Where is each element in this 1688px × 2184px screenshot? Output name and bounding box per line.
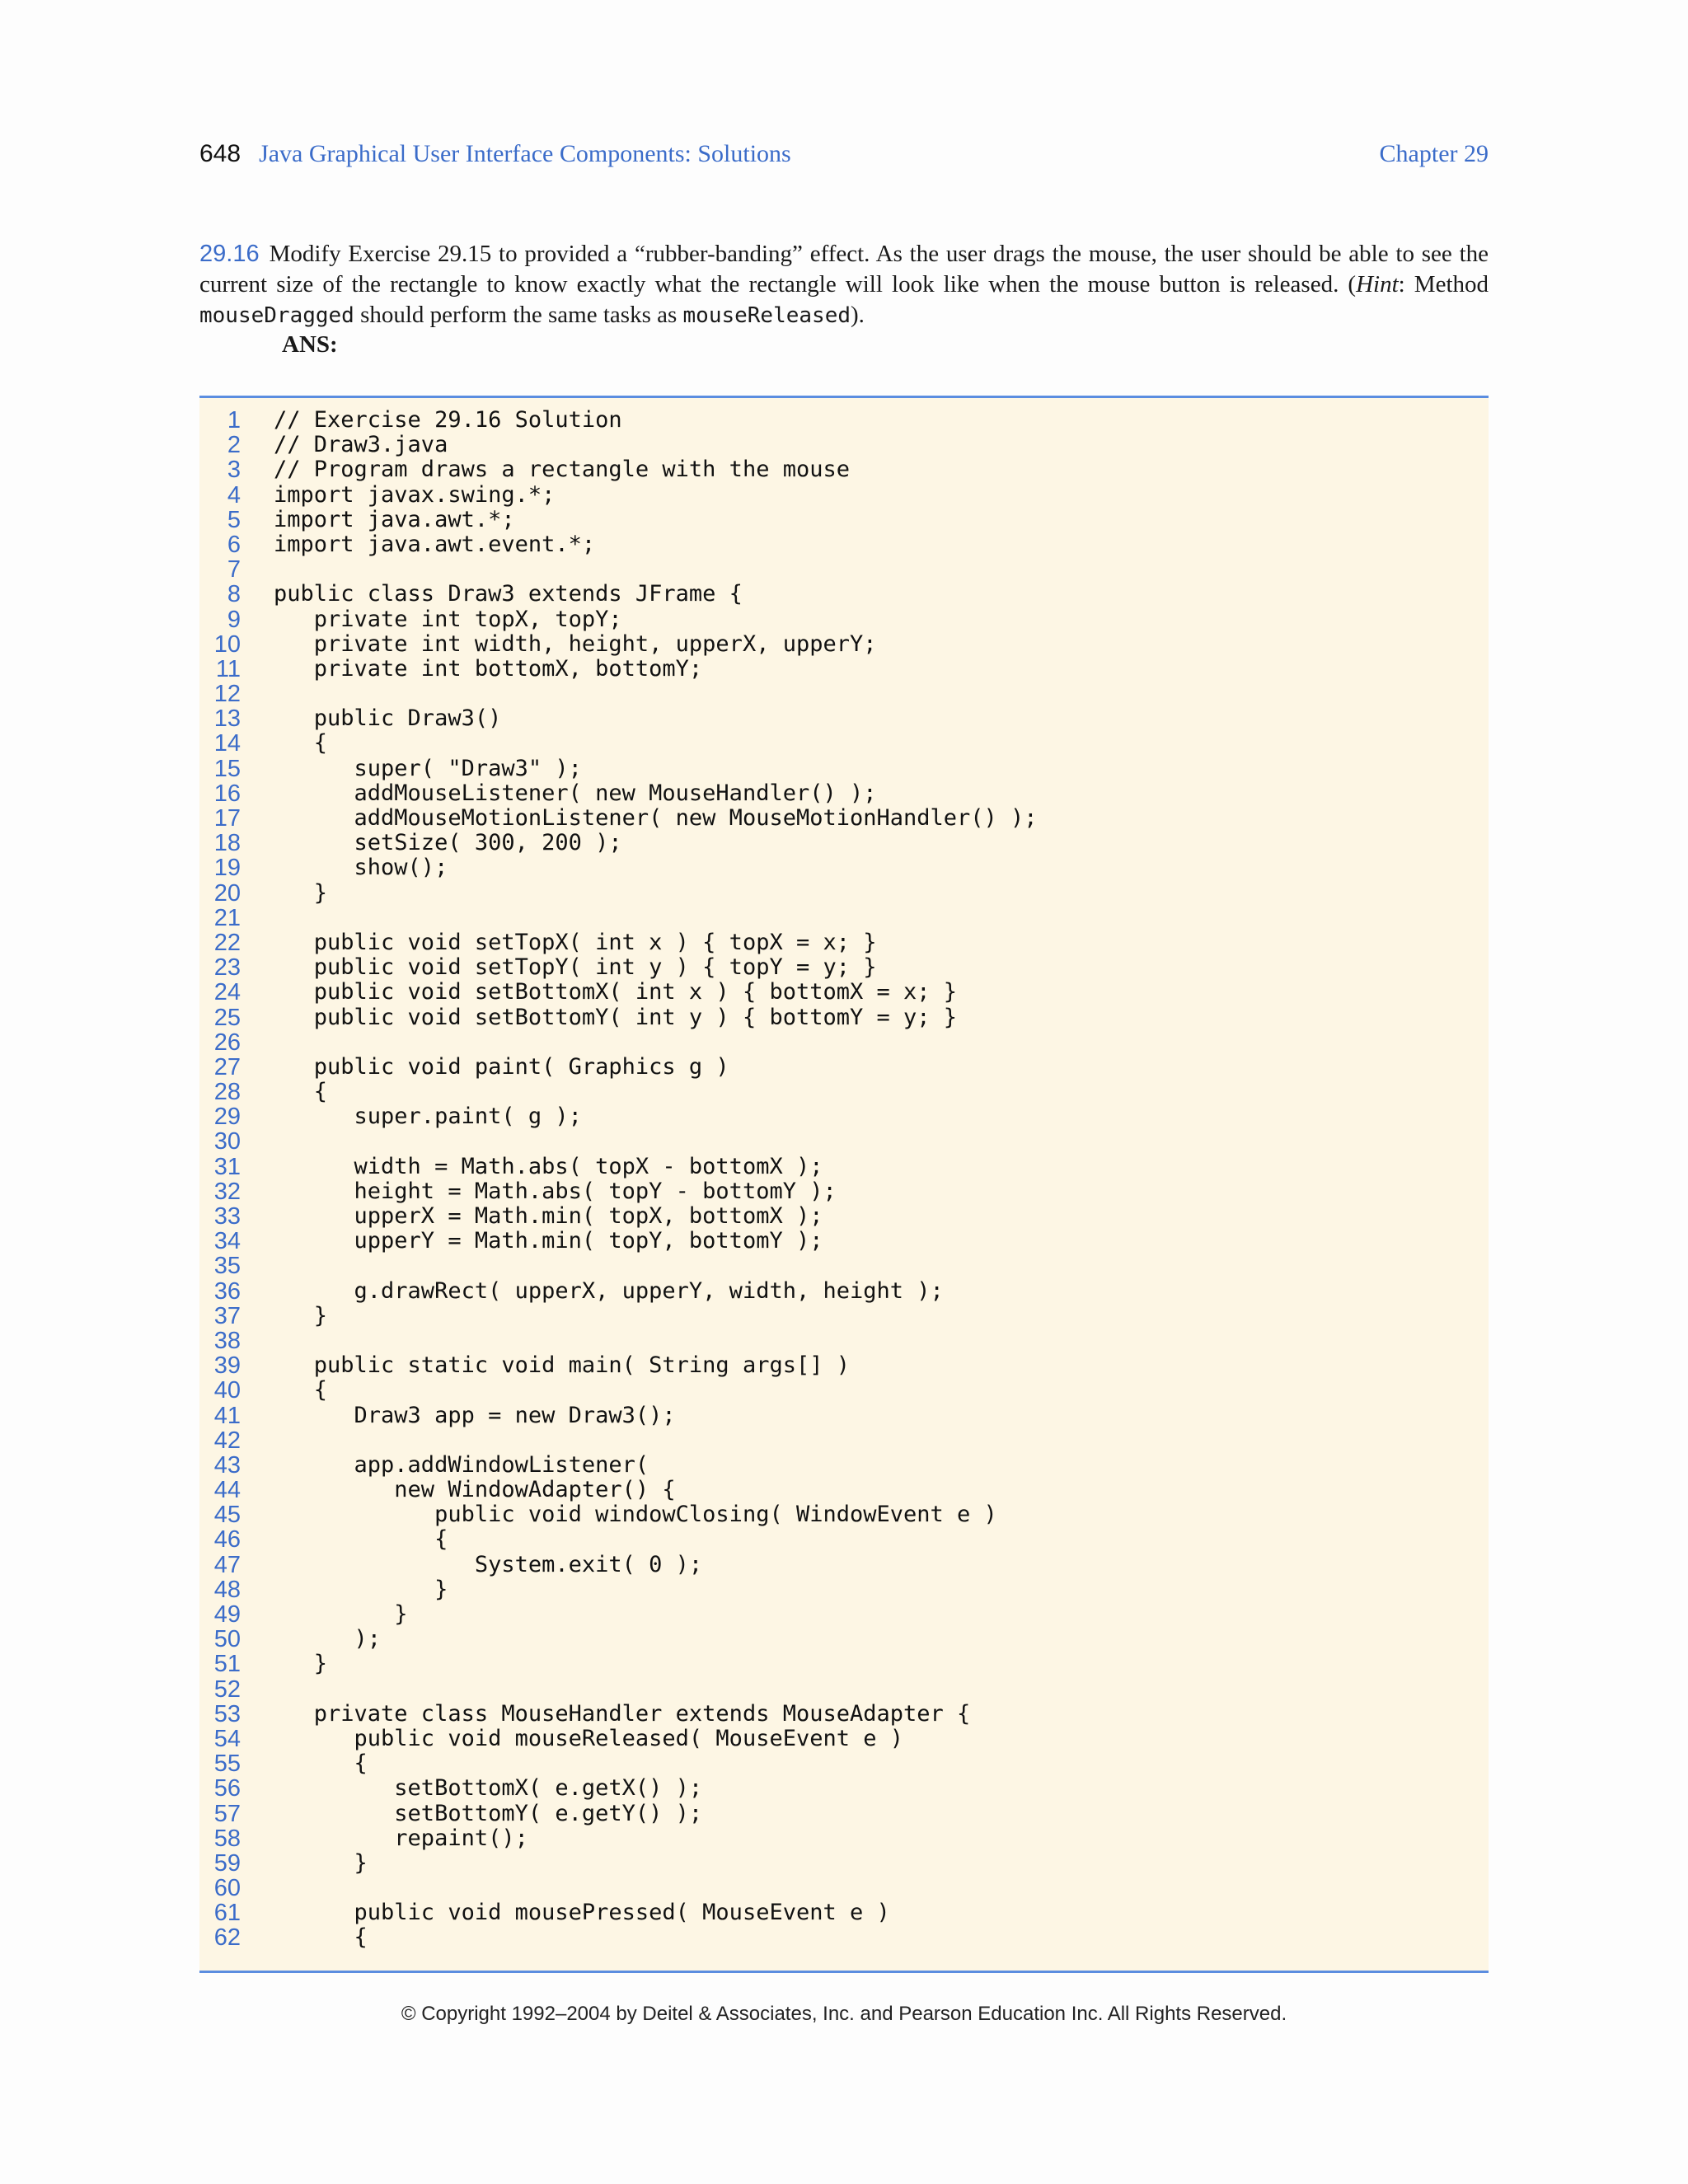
code-text: setSize( 300, 200 ); <box>274 830 622 856</box>
code-line <box>199 657 1489 682</box>
line-number: 46 <box>213 1526 241 1554</box>
code-line <box>199 1179 1489 1204</box>
code-text: private int topX, topY; <box>274 606 622 632</box>
code-text: { <box>274 1526 448 1553</box>
line-number: 53 <box>213 1700 241 1727</box>
code-line <box>199 408 1489 433</box>
code-text: ); <box>274 1626 382 1652</box>
code-line <box>199 1104 1489 1129</box>
code-line <box>199 582 1489 607</box>
code-line <box>199 1776 1489 1801</box>
line-number: 54 <box>213 1725 241 1752</box>
code-line <box>199 1602 1489 1627</box>
code-line <box>199 1751 1489 1776</box>
line-number: 32 <box>213 1178 241 1205</box>
line-number: 44 <box>213 1477 241 1504</box>
code-text: { <box>274 1079 328 1105</box>
line-number: 27 <box>213 1053 241 1080</box>
code-text: private int width, height, upperX, upperY; <box>274 630 877 657</box>
code-line <box>199 632 1489 657</box>
line-number: 59 <box>213 1849 241 1877</box>
code-text: app.addWindowListener( <box>274 1451 649 1478</box>
code-line <box>199 781 1489 806</box>
line-number: 52 <box>213 1675 241 1703</box>
code-line <box>199 1727 1489 1751</box>
code-line <box>199 433 1489 457</box>
line-number: 57 <box>213 1800 241 1827</box>
code-line <box>199 930 1489 955</box>
line-number: 13 <box>213 705 241 733</box>
line-number: 15 <box>213 755 241 782</box>
line-number: 11 <box>215 655 241 682</box>
line-number: 35 <box>213 1253 241 1280</box>
code-text: public void mouseReleased( MouseEvent e ) <box>274 1725 904 1751</box>
line-number: 10 <box>213 630 241 658</box>
exercise-text-part: : Method <box>1398 271 1489 298</box>
code-line <box>199 508 1489 532</box>
code-text: repaint(); <box>274 1825 528 1851</box>
code-text: setBottomY( e.getY() ); <box>274 1800 703 1826</box>
code-line <box>199 706 1489 731</box>
code-line <box>199 457 1489 482</box>
line-number: 1 <box>227 407 241 434</box>
line-number: 23 <box>213 954 241 982</box>
header-left <box>199 140 791 168</box>
line-number: 20 <box>213 879 241 907</box>
line-number: 49 <box>213 1601 241 1628</box>
line-number: 21 <box>213 904 241 931</box>
line-number: 3 <box>227 457 241 484</box>
code-text: } <box>274 1601 408 1627</box>
code-text: upperX = Math.min( topX, bottomX ); <box>274 1203 823 1229</box>
code-text: public static void main( String args[] ) <box>274 1352 850 1379</box>
code-text: g.drawRect( upperX, upperY, width, height ); <box>274 1277 944 1304</box>
code-line <box>199 1876 1489 1900</box>
code-text: } <box>274 1651 328 1677</box>
code-line <box>199 1428 1489 1453</box>
code-line <box>199 1702 1489 1727</box>
line-number: 24 <box>213 979 241 1006</box>
line-number: 40 <box>213 1377 241 1404</box>
code-line <box>199 1527 1489 1552</box>
code-line <box>199 1577 1489 1602</box>
page-number: 648 <box>199 140 241 167</box>
code-text: System.exit( 0 ); <box>274 1551 703 1577</box>
line-number: 61 <box>213 1900 241 1927</box>
line-number: 39 <box>213 1352 241 1380</box>
code-text: super.paint( g ); <box>274 1104 582 1130</box>
code-line <box>199 1900 1489 1925</box>
line-number: 25 <box>213 1004 241 1031</box>
code-text: public Draw3() <box>274 705 502 732</box>
code-text: // Draw3.java <box>274 432 448 458</box>
code-text: private int bottomX, bottomY; <box>274 655 703 682</box>
code-text: } <box>274 1849 368 1876</box>
code-text: height = Math.abs( topY - bottomY ); <box>274 1178 837 1204</box>
line-number: 29 <box>213 1104 241 1131</box>
code-line <box>199 955 1489 980</box>
code-line <box>199 731 1489 756</box>
code-text: public class Draw3 extends JFrame { <box>274 581 743 607</box>
line-number: 56 <box>213 1775 241 1802</box>
code-line <box>199 1404 1489 1428</box>
inline-code-mousereleased: mouseReleased <box>682 303 851 328</box>
code-text: { <box>274 730 328 757</box>
code-line <box>199 855 1489 880</box>
code-text: Draw3 app = new Draw3(); <box>274 1402 676 1428</box>
page-header <box>199 140 1489 176</box>
code-line <box>199 607 1489 632</box>
code-line <box>199 1453 1489 1478</box>
line-number: 50 <box>213 1626 241 1653</box>
line-number: 26 <box>213 1029 241 1056</box>
code-line <box>199 1304 1489 1329</box>
line-number: 5 <box>227 506 241 533</box>
line-number: 4 <box>227 481 241 509</box>
code-line <box>199 1677 1489 1702</box>
code-line <box>199 1378 1489 1403</box>
line-number: 17 <box>213 805 241 832</box>
code-text: // Exercise 29.16 Solution <box>274 407 622 433</box>
code-text: } <box>274 1302 328 1329</box>
line-number: 22 <box>213 929 241 956</box>
chapter-label: Chapter 29 <box>1379 140 1489 167</box>
code-text: public void setTopX( int x ) { topX = x; } <box>274 929 877 955</box>
code-line <box>199 682 1489 706</box>
exercise-text-part: should perform the same tasks as <box>354 302 683 328</box>
code-line <box>199 1080 1489 1104</box>
code-line <box>199 1826 1489 1851</box>
line-number: 7 <box>227 556 241 583</box>
code-text: private class MouseHandler extends MouseAdapter { <box>274 1700 971 1727</box>
code-text: public void setTopY( int y ) { topY = y; } <box>274 954 877 981</box>
code-text: import java.awt.*; <box>274 506 515 532</box>
line-number: 42 <box>213 1427 241 1454</box>
line-number: 9 <box>227 606 241 633</box>
line-number: 37 <box>213 1302 241 1329</box>
code-line <box>199 1925 1489 1950</box>
line-number: 28 <box>213 1079 241 1106</box>
line-number: 6 <box>227 531 241 558</box>
line-number: 48 <box>213 1576 241 1603</box>
code-line <box>199 1627 1489 1652</box>
code-line <box>199 881 1489 906</box>
code-text: super( "Draw3" ); <box>274 755 582 781</box>
code-line <box>199 1030 1489 1055</box>
line-number: 58 <box>213 1825 241 1852</box>
code-text: setBottomX( e.getX() ); <box>274 1775 703 1802</box>
code-text: } <box>274 1576 448 1602</box>
code-line <box>199 1652 1489 1676</box>
line-number: 31 <box>213 1153 241 1180</box>
line-number: 2 <box>227 432 241 459</box>
code-text: import java.awt.event.*; <box>274 531 596 557</box>
code-line <box>199 1851 1489 1876</box>
line-number: 18 <box>213 830 241 857</box>
code-line <box>199 532 1489 557</box>
line-number: 60 <box>213 1875 241 1902</box>
line-number: 38 <box>213 1327 241 1354</box>
code-text: { <box>274 1924 368 1951</box>
line-number: 36 <box>213 1277 241 1305</box>
exercise-text-part: Modify Exercise 29.15 to provided a “rubber-banding” effect. As the user drags the mouse, the user should be able to see the current size of the rectangle to know exactly what the rectangle will look like when the mouse button is released. ( <box>199 241 1489 298</box>
code-line <box>199 831 1489 855</box>
code-line <box>199 1478 1489 1502</box>
inline-code-mousedragged: mouseDragged <box>199 303 354 328</box>
line-number: 62 <box>213 1924 241 1952</box>
code-text: public void mousePressed( MouseEvent e ) <box>274 1900 890 1926</box>
book-title: Java Graphical User Interface Components: Solutions <box>259 140 791 167</box>
code-line <box>199 483 1489 508</box>
code-line <box>199 1055 1489 1080</box>
code-line <box>199 1229 1489 1254</box>
code-line <box>199 1802 1489 1826</box>
line-number: 12 <box>213 681 241 708</box>
code-text: public void windowClosing( WindowEvent e ) <box>274 1502 997 1528</box>
line-number: 41 <box>213 1402 241 1429</box>
line-number: 51 <box>213 1651 241 1678</box>
code-line <box>199 1005 1489 1030</box>
code-line <box>199 1129 1489 1154</box>
code-line <box>199 1502 1489 1527</box>
answer-label: ANS: <box>282 331 338 358</box>
code-text: width = Math.abs( topX - bottomX ); <box>274 1153 823 1179</box>
code-line <box>199 557 1489 582</box>
code-line <box>199 1279 1489 1304</box>
exercise-text-part: ). <box>851 302 865 328</box>
code-text: public void setBottomX( int x ) { bottomX = x; } <box>274 979 958 1005</box>
code-line <box>199 1353 1489 1378</box>
line-number: 34 <box>213 1228 241 1255</box>
code-text: import javax.swing.*; <box>274 481 556 508</box>
code-text: upperY = Math.min( topY, bottomY ); <box>274 1228 823 1254</box>
exercise-statement <box>199 239 1489 331</box>
code-text: show(); <box>274 855 448 881</box>
exercise-number: 29.16 <box>199 241 260 267</box>
line-number: 8 <box>227 581 241 608</box>
code-text: new WindowAdapter() { <box>274 1477 676 1503</box>
code-line <box>199 1204 1489 1229</box>
code-text: } <box>274 879 328 906</box>
line-number: 30 <box>213 1128 241 1155</box>
code-line <box>199 1553 1489 1577</box>
line-number: 19 <box>213 855 241 882</box>
line-number: 16 <box>213 780 241 807</box>
code-line <box>199 806 1489 831</box>
code-text: { <box>274 1377 328 1404</box>
line-number: 33 <box>213 1203 241 1230</box>
line-number: 47 <box>213 1551 241 1578</box>
copyright-footer: © Copyright 1992–2004 by Deitel & Associates, Inc. and Pearson Education Inc. All Rights Reserved. <box>401 2003 1287 2025</box>
code-line <box>199 980 1489 1005</box>
hint-word: Hint <box>1356 271 1399 298</box>
code-text: { <box>274 1750 368 1777</box>
code-text: addMouseMotionListener( new MouseMotionHandler() ); <box>274 805 1038 831</box>
code-text: public void paint( Graphics g ) <box>274 1053 729 1080</box>
code-line <box>199 1254 1489 1278</box>
code-line <box>199 1329 1489 1353</box>
line-number: 55 <box>213 1750 241 1778</box>
code-text: addMouseListener( new MouseHandler() ); <box>274 780 877 806</box>
line-number: 43 <box>213 1451 241 1479</box>
code-line <box>199 1155 1489 1179</box>
code-line <box>199 906 1489 930</box>
line-number: 14 <box>213 730 241 757</box>
code-line <box>199 757 1489 781</box>
line-number: 45 <box>213 1502 241 1529</box>
code-text: public void setBottomY( int y ) { bottomY = y; } <box>274 1004 958 1030</box>
code-listing <box>199 396 1489 1973</box>
code-text: // Program draws a rectangle with the mouse <box>274 457 850 483</box>
